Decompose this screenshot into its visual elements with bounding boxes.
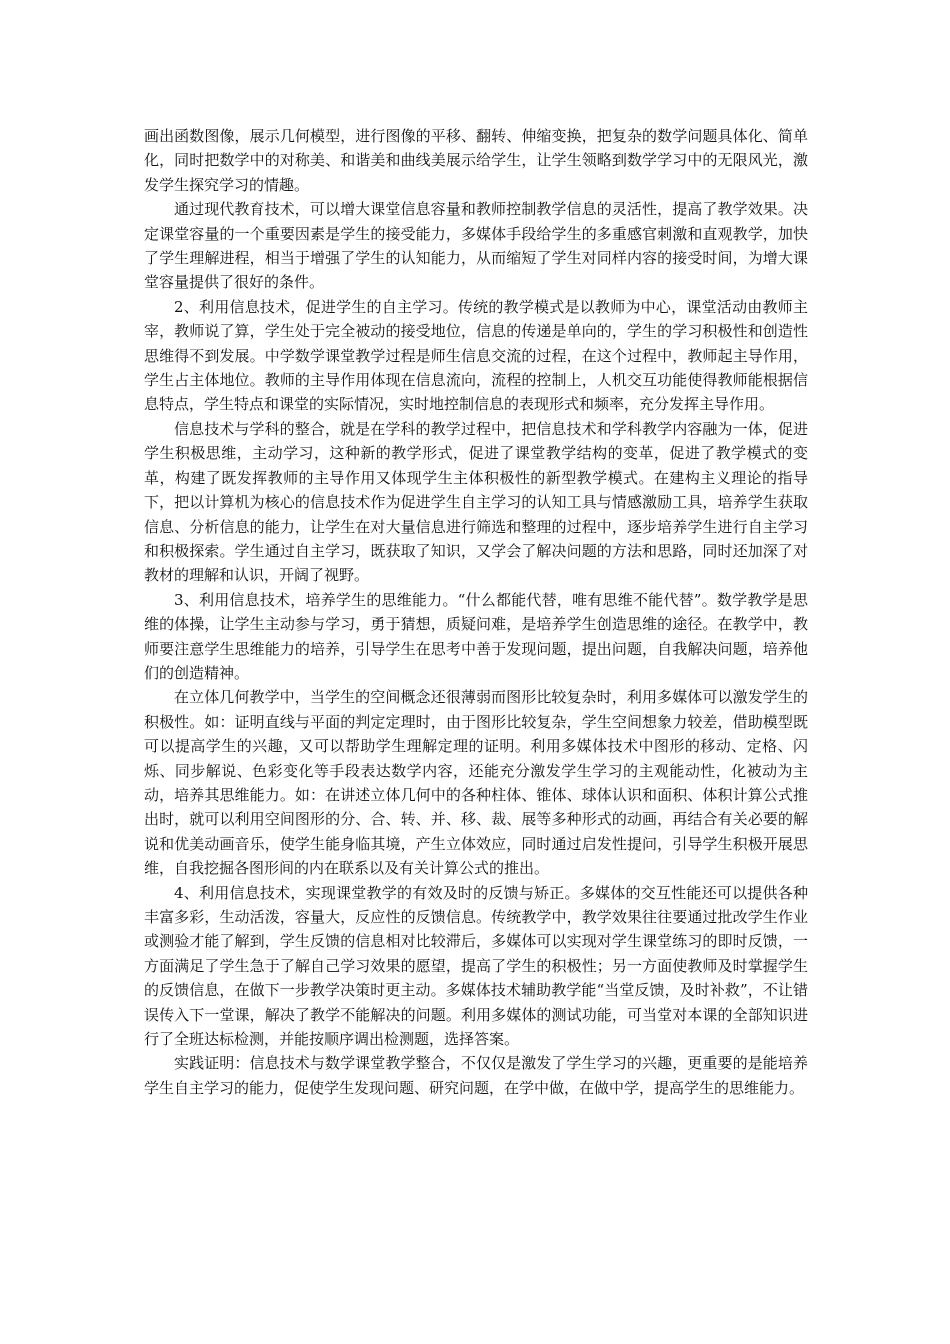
paragraph-section-3: 3、利用信息技术，培养学生的思维能力。“什么都能代替，唯有思维不能代替”。数学教学是思维的体操，让学生主动参与学习，勇于猜想，质疑问难，是培养学生创造思维的途径。在教学中，教师要注意学生思维能力的培养，引导学生在思考中善于发现问题，提出问题，自我解决问题，培养他们的创造精神。 xyxy=(144,590,808,682)
paragraph-section-4: 4、利用信息技术，实现课堂教学的有效及时的反馈与矫正。多媒体的交互性能还可以提供各种丰富多彩，生动活泼，容量大，反应性的反馈信息。传统教学中，教学效果往往要通过批改学生作业或测验才能了解到，学生反馈的信息相对比较滞后，多媒体可以实现对学生课堂练习的即时反馈，一方面满足了学生急于了解自己学习效果的愿望，提高了学生的积极性；另一方面使教师及时掌握学生的反馈信息，在做下一步教学决策时更主动。多媒体技术辅助教学能“当堂反馈，及时补救”，不让错误传入下一堂课，解决了教学不能解决的问题。利用多媒体的测试功能，可当堂对本课的全部知识进行了全班达标检测，并能按顺序调出检测题，选择答案。 xyxy=(144,883,808,1049)
paragraph-section-2: 2、利用信息技术，促进学生的自主学习。传统的教学模式是以教师为中心，课堂活动由教师主宰，教师说了算，学生处于完全被动的接受地位，信息的传递是单向的，学生的学习积极性和创造性思维得不到发展。中学数学课堂教学过程是师生信息交流的过程，在这个过程中，教师起主导作用，学生占主体地位。教师的主导作用体现在信息流向，流程的控制上，人机交互功能使得教师能根据信息特点，学生特点和课堂的实际情况，实时地控制信息的表现形式和频率，充分发挥主导作用。 xyxy=(144,297,808,414)
paragraph-continuation: 画出函数图像，展示几何模型，进行图像的平移、翻转、伸缩变换，把复杂的数学问题具体化、简单化，同时把数学中的对称美、和谐美和曲线美展示给学生，让学生领略到数学学习中的无限风光，激发学生探究学习的情趣。 xyxy=(144,127,808,194)
paragraph-solid-geometry: 在立体几何教学中，当学生的空间概念还很薄弱而图形比较复杂时，利用多媒体可以激发学生的积极性。如：证明直线与平面的判定定理时，由于图形比较复杂，学生空间想象力较差，借助模型既可以提高学生的兴趣，又可以帮助学生理解定理的证明。利用多媒体技术中图形的移动、定格、闪烁、同步解说、色彩变化等手段表达数学内容，还能充分激发学生学习的主观能动性，化被动为主动，培养其思维能力。如：在讲述立体几何中的各种柱体、锥体、球体认识和面积、体积计算公式推出时，就可以利用空间图形的分、合、转、并、移、裁、展等多种形式的动画，再结合有关必要的解说和优美动画音乐，使学生能身临其境，产生立体效应，同时通过启发性提问，引导学生积极开展思维，自我挖掘各图形间的内在联系以及有关计算公式的推出。 xyxy=(144,688,808,878)
paragraph-conclusion: 实践证明：信息技术与数学课堂教学整合，不仅仅是激发了学生学习的兴趣，更重要的是能培养学生自主学习的能力，促使学生发现问题、研究问题，在学中做，在做中学，提高学生的思维能力。 xyxy=(144,1054,808,1097)
paragraph-integration: 信息技术与学科的整合，就是在学科的教学过程中，把信息技术和学科教学内容融为一体，促进学生积极思维，主动学习，这种新的教学形式，促进了课堂教学结构的变革，促进了教学模式的变革，构建了既发挥教师的主导作用又体现学生主体积极性的新型教学模式。在建构主义理论的指导下，把以计算机为核心的信息技术作为促进学生自主学习的认知工具与情感激励工具，培养学生获取信息、分析信息的能力，让学生在对大量信息进行筛选和整理的过程中，逐步培养学生进行自主学习和积极探索。学生通过自主学习，既获取了知识，又学会了解决问题的方法和思路，同时还加深了对教材的理解和认识，开阔了视野。 xyxy=(144,419,808,585)
document-page xyxy=(144,124,808,1100)
paragraph-classroom-capacity: 通过现代教育技术，可以增大课堂信息容量和教师控制教学信息的灵活性，提高了教学效果。决定课堂容量的一个重要因素是学生的接受能力，多媒体手段给学生的多重感官刺激和直观教学，加快了学生理解进程，相当于增强了学生的认知能力，从而缩短了学生对同样内容的接受时间，为增大课堂容量提供了很好的条件。 xyxy=(144,200,808,292)
